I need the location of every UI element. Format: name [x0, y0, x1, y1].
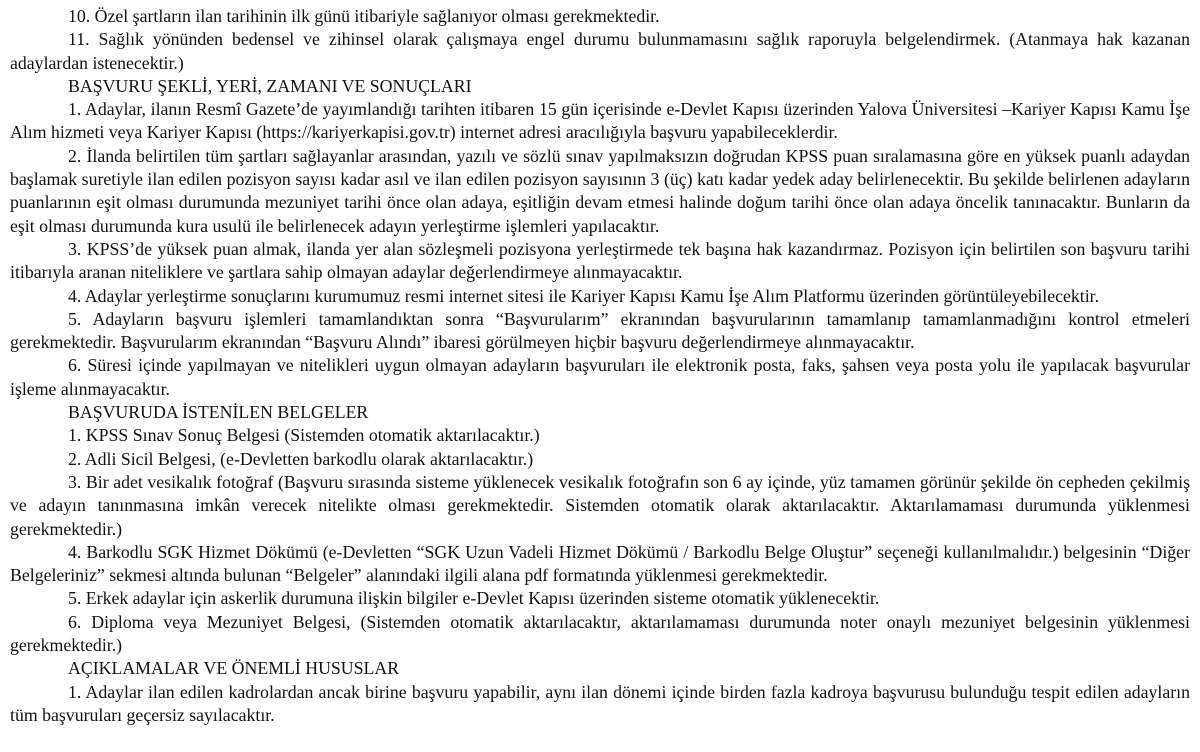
paragraph-documents-2: 2. Adli Sicil Belgesi, (e-Devletten barkodlu olarak aktarılacaktır.): [68, 448, 534, 469]
paragraph-application-3: 3. KPSS’de yüksek puan almak, ilanda yer alan sözleşmeli pozisyona yerleştirmede tek başına hak kazandırmaz. Pozisyon için belirtilen son başvuru tarihi itibarıyla aranan niteliklere ve şartlara sahip olmayan adaylar değerlendirmeye alınmayacaktır.: [10, 238, 1190, 283]
paragraph-application-4: 4. Adaylar yerleştirme sonuçlarını kurumumuz resmi internet sitesi ile Kariyer Kapısı Kamu İşe Alım Platformu üzerinden görüntüleyebilecektir.: [68, 285, 1100, 306]
section-heading-application: BAŞVURU ŞEKLİ, YERİ, ZAMANI VE SONUÇLARI: [68, 75, 472, 96]
paragraph-application-6: 6. Süresi içinde yapılmayan ve nitelikleri uygun olmayan adayların başvuruları ile elektronik posta, faks, şahsen veya posta yolu ile yapılacak başvurular işleme alınmayacaktır.: [10, 355, 1190, 399]
paragraph-documents-4: 4. Barkodlu SGK Hizmet Dökümü (e-Devletten “SGK Uzun Vadeli Hizmet Dökümü / Barkodlu Belge Oluştur” seçeneği kullanılmalıdır.) belgesinin “Diğer Belgeleriniz” sekmesi altında bulunan “Belgeler” alanındaki ilgili alana pdf formatında yüklenmesi gerekmektedir.: [10, 541, 1190, 586]
paragraph-documents-5: 5. Erkek adaylar için askerlik durumuna ilişkin bilgiler e-Devlet Kapısı üzerinden sisteme otomatik yüklenecektir.: [68, 588, 880, 609]
paragraph-application-5: 5. Adayların başvuru işlemleri tamamlandıktan sonra “Başvurularım” ekranından başvurularının tamamlanıp tamamlanmadığını kontrol etmeleri gerekmektedir. Başvurularım ekranından “Başvuru Alındı” ibaresi görülmeyen hiçbir başvuru değerlendirmeye alınmayacaktır.: [10, 308, 1190, 353]
paragraph-notes-1: 1. Adaylar ilan edilen kadrolardan ancak birine başvuru yapabilir, aynı ilan dönemi içinde birden fazla kadroya başvurusu bulunduğu tespit edilen adayların tüm başvuruları geçersiz sayılacaktır.: [10, 681, 1190, 725]
paragraph-item-11: 11. Sağlık yönünden bedensel ve zihinsel olarak çalışmaya engel durumu bulunmamasını sağlık raporuyla belgelendirmek. (Atanmaya hak kazanan adaylardan istenecektir.): [10, 29, 1190, 73]
section-heading-documents: BAŞVURUDA İSTENİLEN BELGELER: [68, 402, 369, 423]
paragraph-application-1: 1. Adaylar, ilanın Resmî Gazete’de yayımlandığı tarihten itibaren 15 gün içerisinde e-Devlet Kapısı üzerinden Yalova Üniversitesi –Kariyer Kapısı Kamu İşe Alım hizmeti veya Kariyer Kapısı (https://kariyerkapisi.gov.tr) internet adresi aracılığıyla başvuru yapabileceklerdir.: [10, 99, 1190, 143]
paragraph-documents-1: 1. KPSS Sınav Sonuç Belgesi (Sistemden otomatik aktarılacaktır.): [68, 425, 540, 446]
paragraph-item-10: 10. Özel şartların ilan tarihinin ilk günü itibariyle sağlanıyor olması gerekmektedir.: [68, 6, 660, 26]
section-heading-notes: AÇIKLAMALAR VE ÖNEMLİ HUSUSLAR: [68, 658, 400, 679]
paragraph-application-2: 2. İlanda belirtilen tüm şartları sağlayanlar arasından, yazılı ve sözlü sınav yapılmaksızın doğrudan KPSS puan sıralamasına göre en yüksek puanlı adaydan başlamak suretiyle ilan edilen pozisyon sayısı kadar asıl ve ilan edilen pozisyon sayısının 3 (üç) katı kadar yedek aday belirlenecektir. Bu şekilde belirlenen adayların puanlarının eşit olması durumunda mezuniyet tarihi önce olan adaya, eşitliğin devam etmesi halinde doğum tarihi önce olan adaya öncelik tanınacaktır. Bunların da eşit olması durumunda kura usulü ile belirlenecek adayın yerleştirme işlemleri yapılacaktır.: [10, 145, 1190, 236]
paragraph-documents-6: 6. Diploma veya Mezuniyet Belgesi, (Sistemden otomatik aktarılacaktır, aktarılamaması durumunda noter onaylı mezuniyet belgesinin yüklenmesi gerekmektedir.): [10, 611, 1190, 656]
paragraph-documents-3: 3. Bir adet vesikalık fotoğraf (Başvuru sırasında sisteme yüklenecek vesikalık fotoğrafın son 6 ay içinde, yüz tamamen görünür şekilde ön cepheden çekilmiş ve adayın tanınmasına imkân verecek nitelikte olması gerekmektedir. Sistemden otomatik olarak aktarılacaktır. Aktarılamaması durumunda yüklenmesi gerekmektedir.): [10, 471, 1190, 539]
